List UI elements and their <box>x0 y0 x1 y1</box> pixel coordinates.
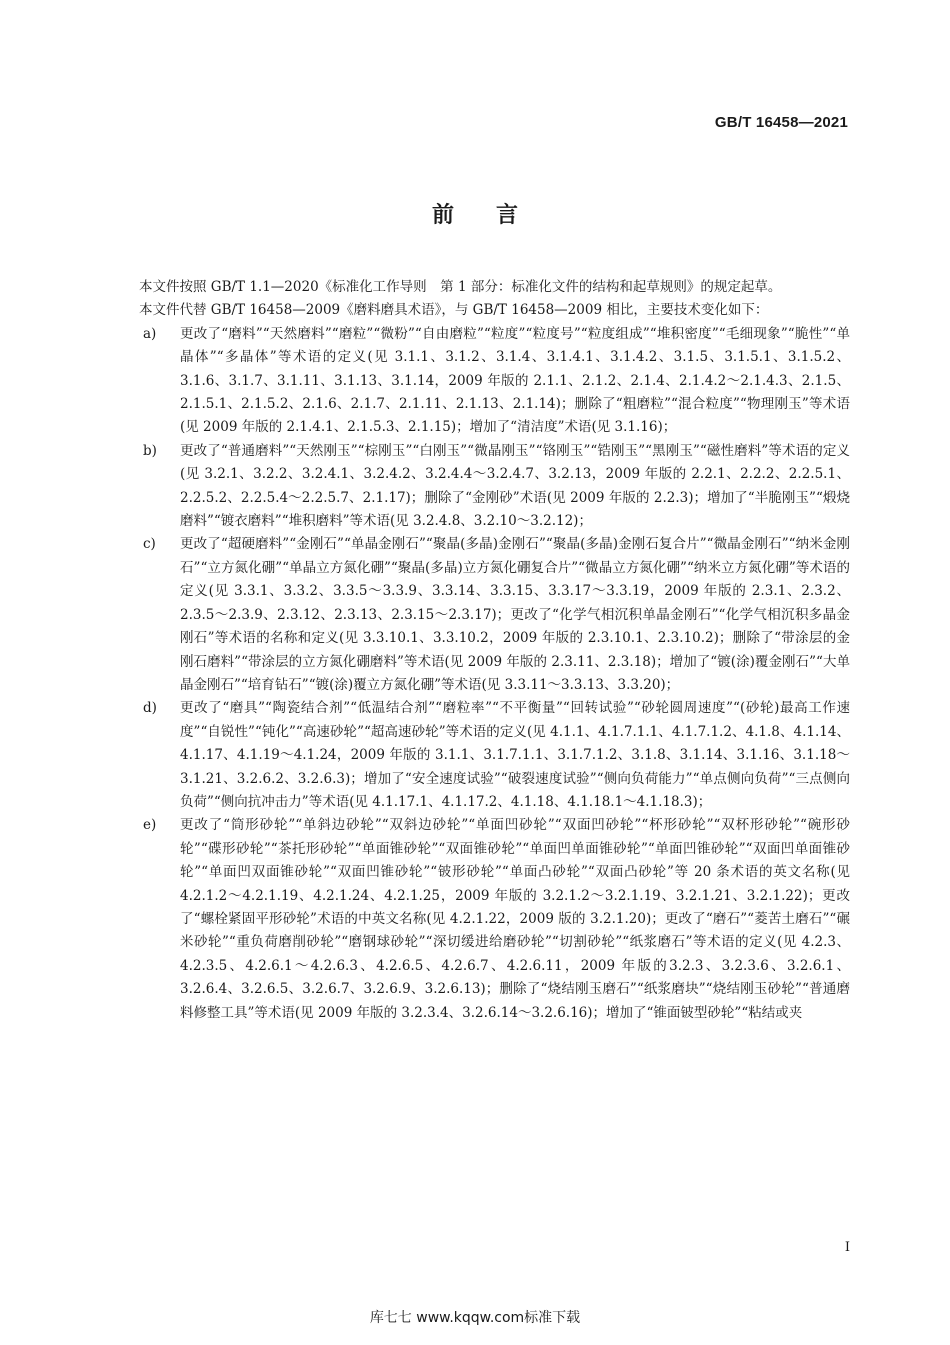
list-item-text: 更改了“普通磨料”“天然刚玉”“棕刚玉”“白刚玉”“微晶刚玉”“铬刚玉”“锆刚玉”“黑刚玉”“磁性磨料”等术语的定义(见 3.2.1、3.2.2、3.2.4.1、3.2.4.2、3.2.4.4～3.2.4.7、3.2.13，2009 年版的 2.2.1、2.2.2、2.2.5.1、2.2.5.2、2.2.5.4～2.2.5.7、2.1.17)；删除了“金刚砂”术语(见 2009 年版的 2.2.3)；增加了“半脆刚玉”“煅烧磨料”“镀衣磨料”“堆积磨料”等术语(见 3.2.4.8、3.2.10～3.2.12)； <box>180 442 850 530</box>
list-item-text: 更改了“筒形砂轮”“单斜边砂轮”“双斜边砂轮”“单面凹砂轮”“双面凹砂轮”“杯形砂轮”“双杯形砂轮”“碗形砂轮”“碟形砂轮”“茶托形砂轮”“单面锥砂轮”“双面锥砂轮”“单面凹单面锥砂轮”“单面凹锥砂轮”“双面凹单面锥砂轮”“单面凹双面锥砂轮”“双面凹锥砂轮”“铍形砂轮”“单面凸砂轮”“双面凸砂轮”等 20 条术语的英文名称(见 4.2.1.2～4.2.1.19、4.2.1.24、4.2.1.25，2009 年版的 3.2.1.2～3.2.1.19、3.2.1.21、3.2.1.22)；更改了“螺栓紧固平形砂轮”术语的中英文名称(见 4.2.1.22，2009 版的 3.2.1.20)；更改了“磨石”“菱苦土磨石”“碾米砂轮”“重负荷磨削砂轮”“磨钢球砂轮”“深切缓进给磨砂轮”“切割砂轮”“纸浆磨石”等术语的定义(见 4.2.3、4.2.3.5、4.2.6.1～4.2.6.3、4.2.6.5、4.2.6.7、4.2.6.11，2009 年版的3.2.3、3.2.3.6、3.2.6.1、3.2.6.4、3.2.6.5、3.2.6.7、3.2.6.9、3.2.6.13)；删除了“烧结刚玉磨石”“纸浆磨块”“烧结刚玉砂轮”“普通磨料修整工具”等术语(见 2009 年版的 3.2.3.4、3.2.6.14～3.2.6.16)；增加了“锥面铍型砂轮”“粘结或夹 <box>180 817 850 1021</box>
list-item-text: 更改了“超硬磨料”“金刚石”“单晶金刚石”“聚晶(多晶)金刚石”“聚晶(多晶)金刚石复合片”“微晶金刚石”“纳米金刚石”“立方氮化硼”“单晶立方氮化硼”“聚晶(多晶)立方氮化硼复合片”“微晶立方氮化硼”“纳米立方氮化硼”等术语的定义(见 3.3.1、3.3.2、3.3.5～3.3.9、3.3.14、3.3.15、3.3.17～3.3.19，2009 年版的 2.3.1、2.3.2、2.3.5～2.3.9、2.3.12、2.3.13、2.3.15～2.3.17)；更改了“化学气相沉积单晶金刚石”“化学气相沉积多晶金刚石”等术语的名称和定义(见 3.3.10.1、3.3.10.2，2009 年版的 2.3.10.1、2.3.10.2)；删除了“带涂层的金刚石磨料”“带涂层的立方氮化硼磨料”等术语(见 2009 年版的 2.3.11、2.3.18)；增加了“镀(涂)覆金刚石”“大单晶金刚石”“培育钻石”“镀(涂)覆立方氮化硼”等术语(见 3.3.11～3.3.13、3.3.20)； <box>180 536 850 693</box>
intro-paragraph-1: 本文件按照 GB/T 1.1—2020《标准化工作导则 第 1 部分：标准化文件的结构和起草规则》的规定起草。 <box>139 279 782 295</box>
list-item-label: b) <box>143 442 157 459</box>
list-item-text: 更改了“磨具”“陶瓷结合剂”“低温结合剂”“磨粒率”“不平衡量”“回转试验”“砂轮圆周速度”“(砂轮)最高工作速度”“自锐性”“钝化”“高速砂轮”“超高速砂轮”等术语的定义(见 4.1.1、4.1.7.1.1、4.1.7.1.2、4.1.8、4.1.14、4.1.17、4.1.19～4.1.24，2009 年版的 3.1.1、3.1.7.1.1、3.1.7.1.2、3.1.8、3.1.14、3.1.16、3.1.18～3.1.21、3.2.6.2、3.2.6.3)；增加了“安全速度试验”“破裂速度试验”“侧向负荷能力”“单点侧向负荷”“三点侧向负荷”“侧向抗冲击力”等术语(见 4.1.17.1、4.1.17.2、4.1.18、4.1.18.1～4.1.18.3)； <box>180 700 850 810</box>
list-item <box>112 697 850 814</box>
list-item <box>112 533 850 697</box>
footer-watermark: 库七七 www.kqqw.com标准下载 <box>369 1310 581 1326</box>
list-item-label: c) <box>143 536 156 553</box>
page-number: I <box>844 1240 850 1255</box>
list-item-label: d) <box>143 700 157 717</box>
list-item-text: 更改了“磨料”“天然磨料”“磨粒”“微粉”“自由磨粒”“粒度”“粒度号”“粒度组成”“堆积密度”“毛细现象”“脆性”“单晶体”“多晶体”等术语的定义(见 3.1.1、3.1.2、3.1.4、3.1.4.1、3.1.4.2、3.1.5、3.1.5.1、3.1.5.2、3.1.6、3.1.7、3.1.11、3.1.13、3.1.14，2009 年版的 2.1.1、2.1.2、2.1.4、2.1.4.2～2.1.4.3、2.1.5、2.1.5.1、2.1.5.2、2.1.6、2.1.7、2.1.11、2.1.13、2.1.14)；删除了“粗磨粒”“混合粒度”“物理刚玉”等术语(见 2009 年版的 2.1.4.1、2.1.5.3、2.1.15)；增加了“清洁度”术语(见 3.1.16)； <box>180 325 850 436</box>
intro-paragraph-2: 本文件代替 GB/T 16458—2009《磨料磨具术语》，与 GB/T 16458—2009 相比，主要技术变化如下： <box>139 302 769 319</box>
list-item <box>112 440 850 534</box>
body-text <box>112 276 850 1025</box>
list-item <box>112 323 850 440</box>
standard-code: GB/T 16458—2021 <box>714 114 848 131</box>
list-item-label: e) <box>143 817 157 834</box>
list-item <box>112 814 850 1025</box>
list-item-label: a) <box>143 325 157 342</box>
page-title: 前言 <box>431 203 560 228</box>
